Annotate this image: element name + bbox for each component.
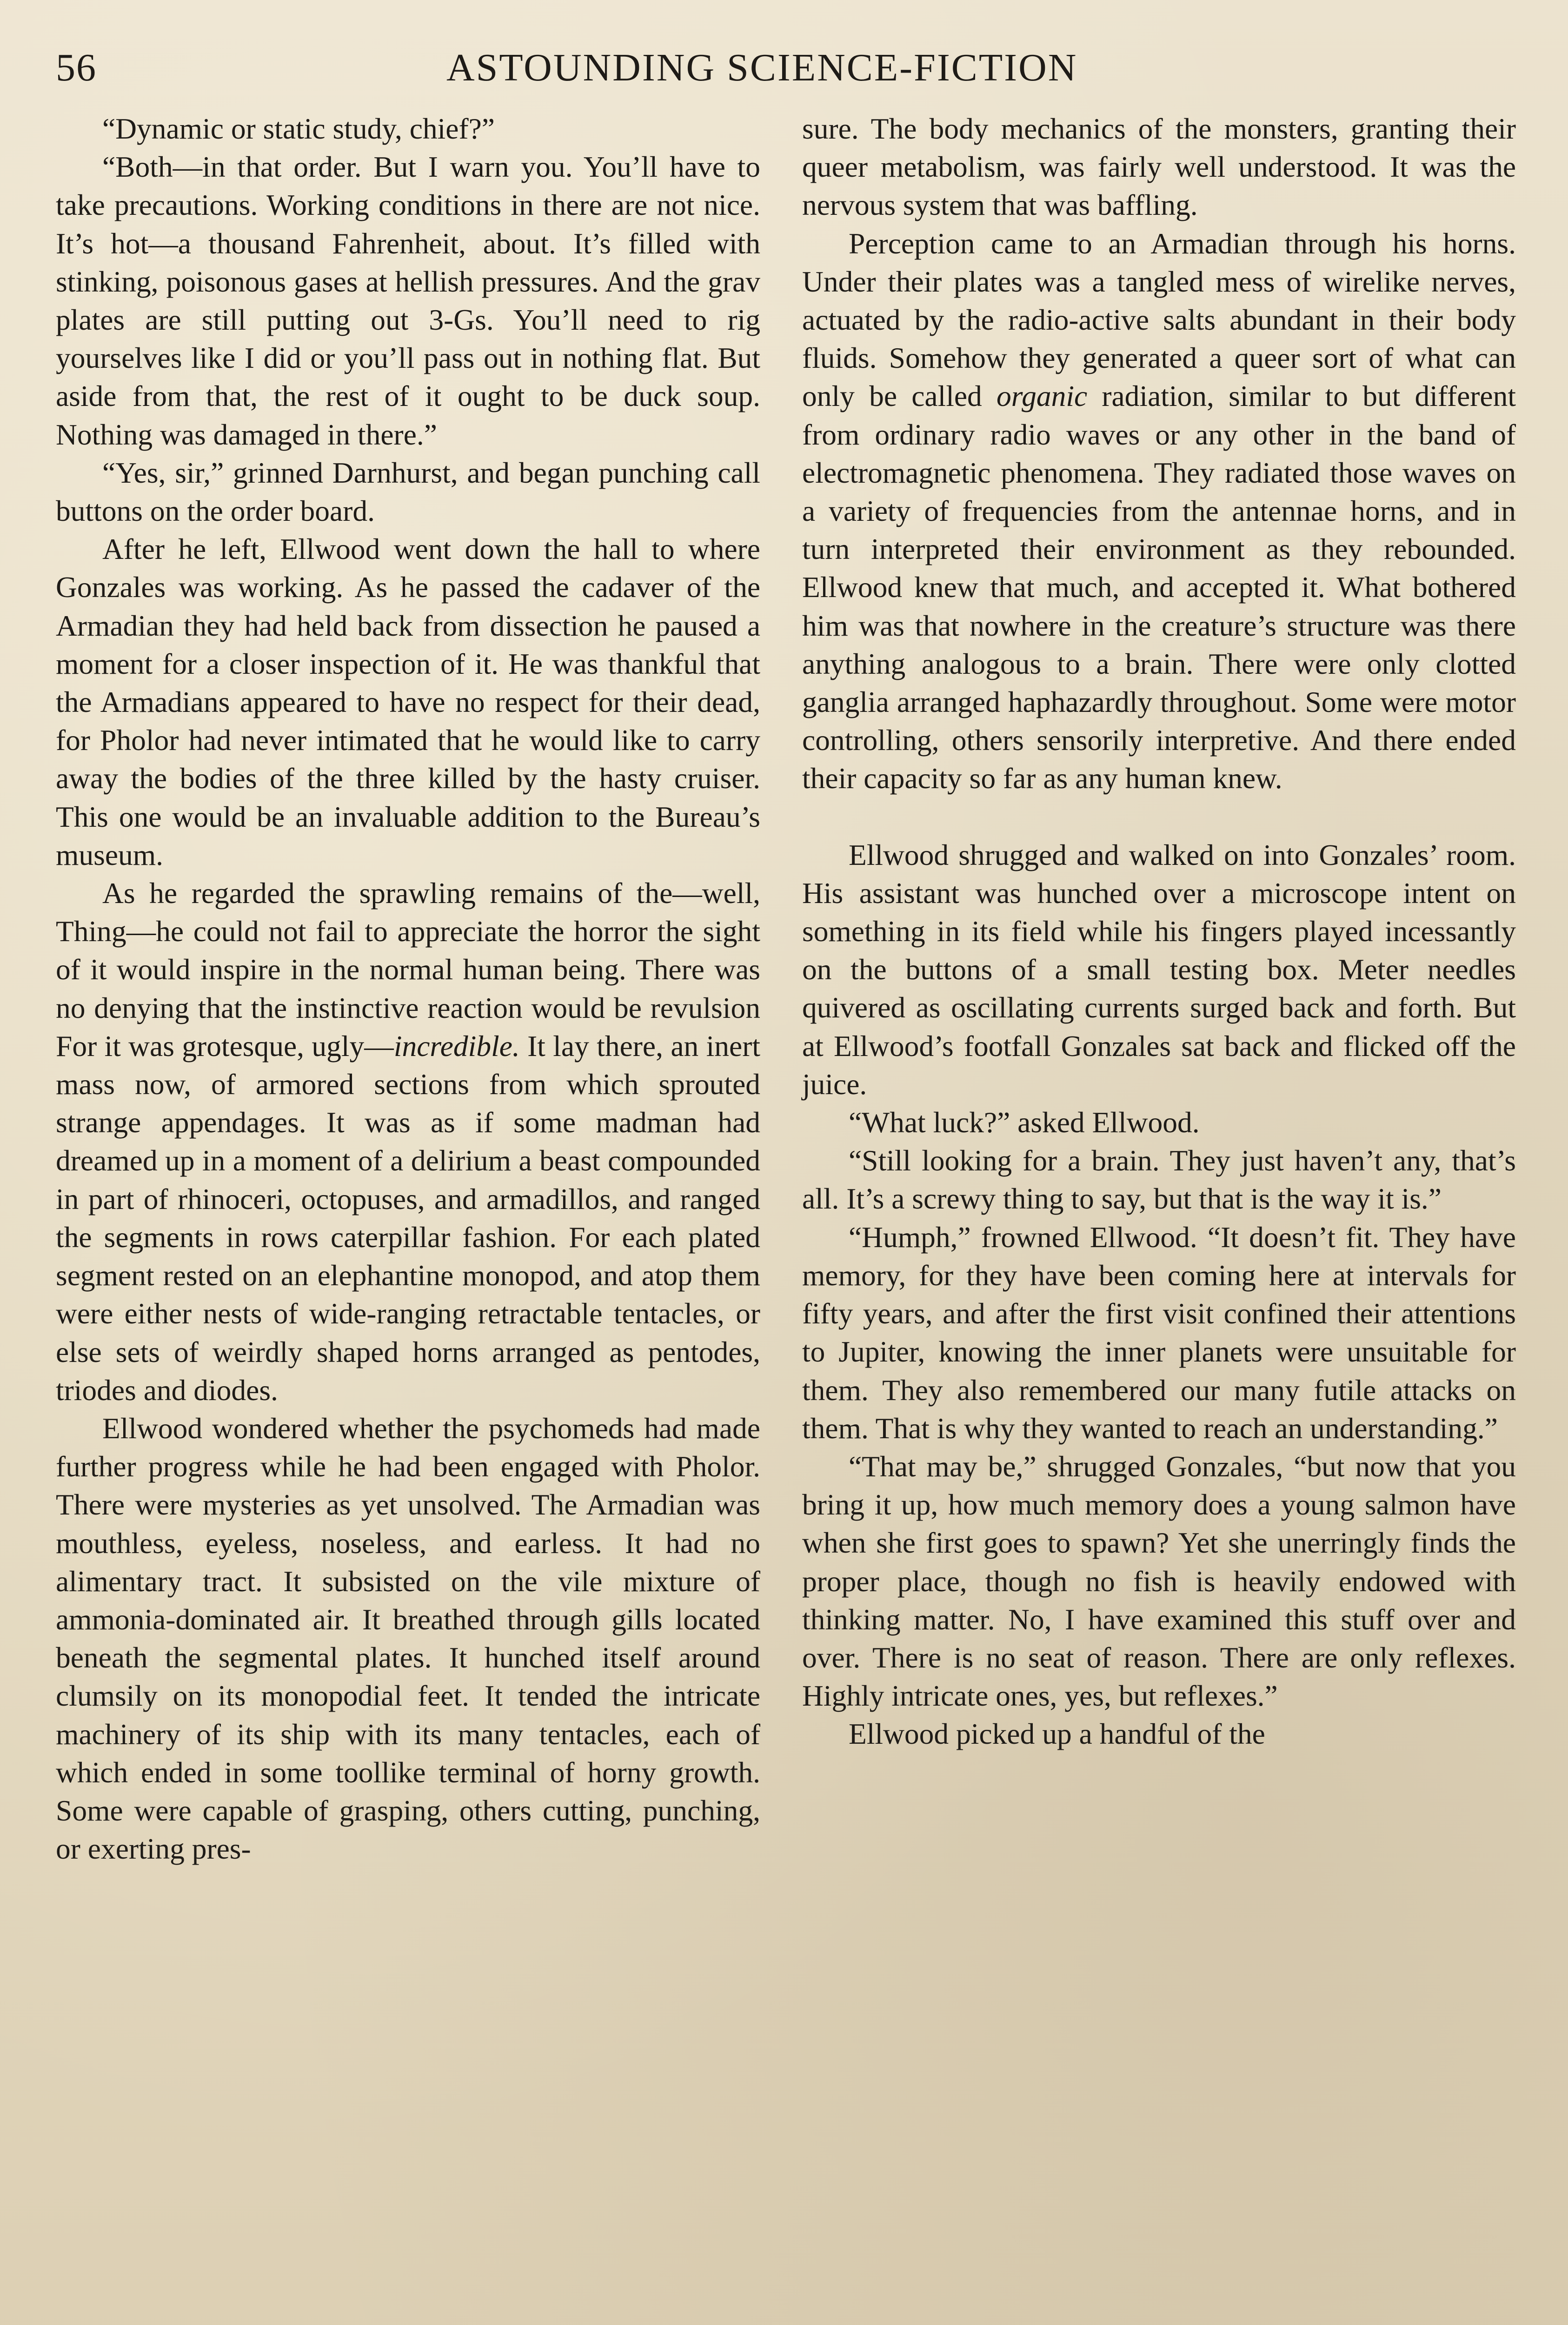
text-run: radiation, similar to but different from ordinary radio waves or any other in the band of electromagnetic phenomena. They radiated those waves on a variety of frequencies from the antennae horns, and in turn interpreted their environment as they rebounded. Ellwood knew that much, and accepted it. What bothered him was that nowhere in the creature’s structure was there anything analogous to a brain. There were only clotted ganglia arranged haphazardly throughout. Some were motor controlling, others sensorily interpretive. And there ended their capacity so far as any human knew. xyxy=(802,379,1516,795)
text-run: As he regarded the sprawling remains of the—well, Thing—he could not fail to appreciate the horror the sight of it would inspire in the normal human being. There was no denying that the instinctive reaction would be revulsion For it was grotesque, ugly— xyxy=(56,877,760,1063)
paragraph xyxy=(802,225,1516,798)
paragraph: “Still looking for a brain. They just haven’t any, that’s all. It’s a screwy thing to say, but that is the way it is.” xyxy=(802,1144,1516,1216)
paragraph: Ellwood wondered whether the psychomeds had made further progress while he had been engaged with Pholor. There were mysteries as yet unsolved. The Armadian was mouthless, eyeless, noseless, and earless. It had no alimentary tract. It subsisted on the vile mixture of ammonia-dominated air. It breathed through gills located beneath the segmental plates. It hunched itself around clumsily on its monopodial feet. It tended the intricate machinery of its ship with its many tentacles, each of which ended in some toollike terminal of horny growth. Some were capable of grasping, others cutting, punching, or exerting pres- xyxy=(56,1411,760,1866)
paragraph: sure. The body mechanics of the monsters, granting their queer metabolism, was fairly well understood. It was the nervous system that was baffling. xyxy=(802,112,1516,222)
text-run: It lay there, an inert mass now, of armored sections from which sprouted strange appendages. It was as if some madman had dreamed up in a moment of a delirium a beast compounded in part of rhinoceri, octopuses, and armadillos, and ranged the segments in rows caterpillar fashion. For each plated segment rested on an elephantine monopod, and atop them were either nests of wide-ranging retractable tentacles, or else sets of weirdly shaped horns arranged as pentodes, triodes and diodes. xyxy=(56,1029,760,1407)
right-column xyxy=(802,110,1516,1754)
left-column xyxy=(56,110,760,1868)
paragraph: After he left, Ellwood went down the hall to where Gonzales was working. As he passed the cadaver of the Armadian they had held back from dissection he paused a moment for a closer inspection of it. He was thankful that the Armadians appeared to have no respect for their dead, for Pholor had never intimated that he would like to carry away the bodies of the three killed by the hasty cruiser. This one would be an invaluable addition to the Bureau’s museum. xyxy=(56,532,760,871)
page-header xyxy=(56,40,1521,96)
running-head: ASTOUNDING SCIENCE-FICTION xyxy=(446,46,1078,89)
text-run: Perception came to an Armadian through his horns. Under their plates was a tangled mess of wirelike nerves, actuated by the radio-active salts abundant in their body fluids. Somehow they generated a queer sort of what can only be called xyxy=(802,226,1516,413)
paragraph: “Both—in that order. But I warn you. You’ll have to take precautions. Working conditions in there are not nice. It’s hot—a thousand Fahrenheit, about. It’s filled with stinking, poisonous gases at hellish pressures. And the grav plates are still putting out 3-Gs. You’ll need to rig yourselves like I did or you’ll pass out in nothing flat. But aside from that, the rest of it ought to be duck soup. Nothing was damaged in there.” xyxy=(56,150,760,451)
paragraph: “That may be,” shrugged Gonzales, “but now that you bring it up, how much memory does a young salmon have when she first goes to spawn? Yet she unerringly finds the proper place, though no fish is heavily endowed with thinking matter. No, I have examined this stuff over and over. There is no seat of reason. There are only reflexes. Highly intricate ones, yes, but reflexes.” xyxy=(802,1449,1516,1713)
paragraph: Ellwood picked up a handful of the xyxy=(849,1717,1265,1751)
paragraph: “Yes, sir,” grinned Darnhurst, and began punching call buttons on the order board. xyxy=(56,456,760,528)
paragraph xyxy=(56,874,760,1409)
paragraph: “Dynamic or static study, chief?” xyxy=(102,112,495,145)
paragraph: “Humph,” frowned Ellwood. “It doesn’t fit. They have memory, for they have been coming here at intervals for fifty years, and after the first visit confined their attentions to Jupiter, knowing the inner planets were unsuitable for them. They also remembered our many futile attacks on them. That is why they wanted to reach an understanding.” xyxy=(802,1220,1516,1445)
paragraph: “What luck?” asked Ellwood. xyxy=(849,1106,1200,1139)
paragraph: Ellwood shrugged and walked on into Gonzales’ room. His assistant was hunched over a microscope intent on something in its field while his fingers played incessantly on the buttons of a small testing box. Meter needles quivered as oscillating currents surged back and forth. But at Ellwood’s footfall Gonzales sat back and flicked off the juice. xyxy=(802,838,1516,1101)
emphasis: incredible. xyxy=(393,1029,520,1063)
emphasis: organic xyxy=(996,379,1088,413)
page-number: 56 xyxy=(56,46,97,89)
